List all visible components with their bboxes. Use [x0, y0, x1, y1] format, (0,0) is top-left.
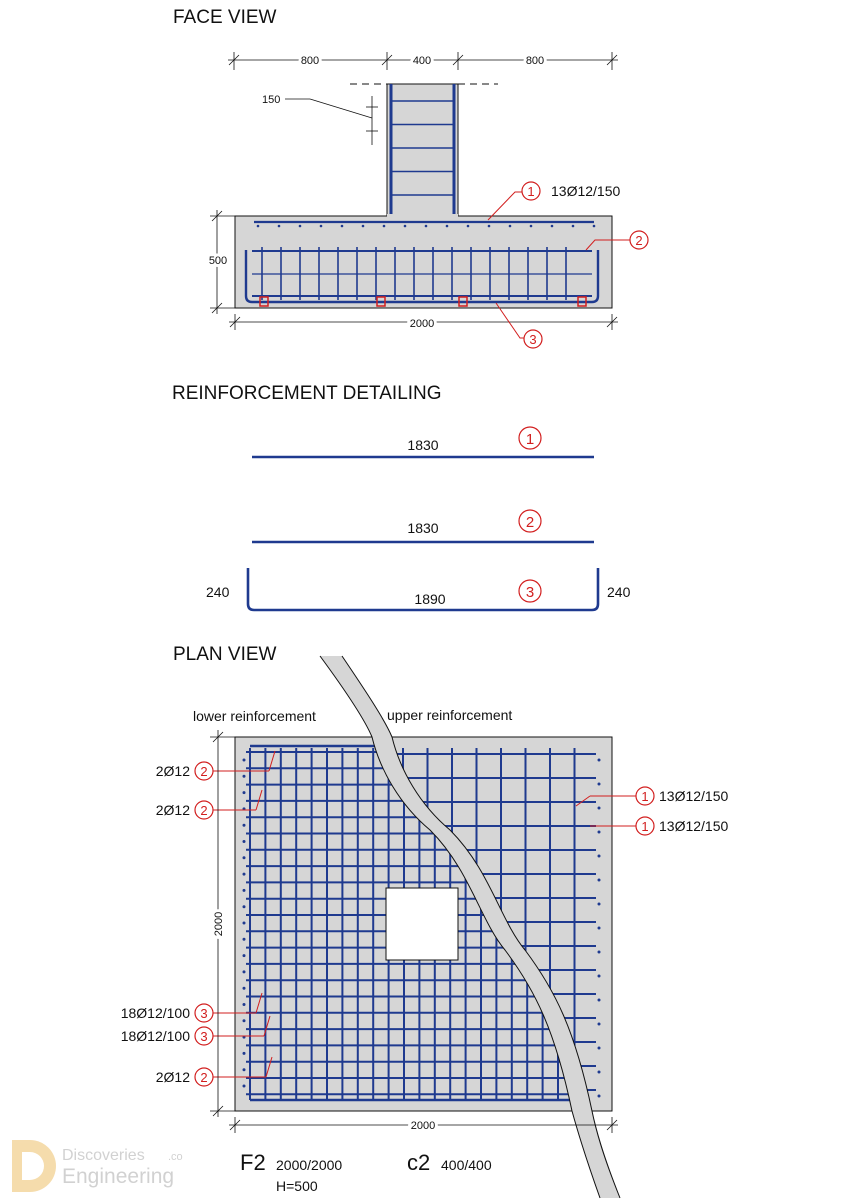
detail-marker-2-number: 2: [525, 514, 535, 531]
dim-150: 150: [262, 94, 281, 106]
lower-bar-dot: [243, 970, 246, 973]
plan-view: [121, 644, 729, 1198]
upper-bar-dot: [598, 1095, 601, 1098]
face-label-13012-150: 13Ø12/150: [551, 183, 621, 199]
lower-bar-dot: [243, 791, 246, 794]
column-opening: [386, 888, 458, 960]
watermark-line2: Engineering: [62, 1165, 175, 1188]
face-marker-3-number: 3: [529, 332, 537, 347]
left-callout-marker-number: 2: [200, 1070, 208, 1085]
lower-bar-dot: [243, 938, 246, 941]
detail-marker-1-number: 1: [525, 431, 535, 448]
face-marker-1-number: 1: [527, 184, 535, 199]
detail-bar-3-hook-right: 240: [607, 584, 631, 600]
top-bar-dot: [488, 225, 491, 228]
top-bar-dot: [425, 225, 428, 228]
lower-bar-dot: [243, 840, 246, 843]
upper-bar-dot: [598, 1023, 601, 1026]
footing-section: [235, 216, 612, 308]
lower-bar-dot: [243, 987, 246, 990]
top-bar-dot: [383, 225, 386, 228]
upper-bar-dot: [598, 807, 601, 810]
upper-bar-dot: [598, 999, 601, 1002]
lower-bar-dot: [243, 1003, 246, 1006]
column-section: [387, 84, 458, 216]
top-bar-dot: [446, 225, 449, 228]
left-callout-text: 2Ø12: [155, 763, 190, 779]
left-callout-marker-number: 3: [200, 1029, 208, 1044]
plan-dim-height: 2000: [213, 911, 225, 937]
top-bar-dot: [467, 225, 470, 228]
lower-bar-dot: [243, 775, 246, 778]
footer: [240, 1150, 492, 1194]
left-callout-marker-number: 2: [200, 803, 208, 818]
detail-bar-3-hook-left: 240: [206, 584, 230, 600]
top-bar-dot: [509, 225, 512, 228]
dim-500: 500: [208, 255, 228, 267]
column-size: 400/400: [441, 1157, 492, 1173]
left-callout-text: 2Ø12: [155, 1069, 190, 1085]
stirrup-spacing-dim: [285, 96, 378, 145]
lower-bar-dot: [243, 922, 246, 925]
footing-column-joint: [387, 214, 458, 218]
upper-bar-dot: [598, 831, 601, 834]
face-marker-1: [488, 182, 540, 220]
left-callout-text: 18Ø12/100: [120, 1005, 190, 1021]
upper-bar-dot: [598, 783, 601, 786]
detail-bar-1-length: 1830: [407, 437, 439, 453]
upper-bar-dot: [598, 1047, 601, 1050]
right-callout-marker-number: 1: [641, 789, 649, 804]
detail-bar-2-length: 1830: [407, 520, 439, 536]
watermark-logo: [12, 1140, 183, 1192]
dim-800-left: 800: [300, 55, 320, 67]
left-callout-text: 2Ø12: [155, 802, 190, 818]
lower-bar-dot: [243, 856, 246, 859]
dim-2000-face: 2000: [409, 318, 435, 330]
plan-view-title: PLAN VIEW: [173, 644, 277, 665]
column-id: c2: [407, 1150, 431, 1175]
right-callout-text: 13Ø12/150: [659, 818, 729, 834]
lower-reinforcement-label: lower reinforcement: [193, 708, 316, 724]
lower-bar-dot: [243, 905, 246, 908]
lower-bar-dot: [243, 824, 246, 827]
face-view: [173, 7, 648, 348]
lower-bar-dot: [243, 954, 246, 957]
face-view-title: FACE VIEW: [173, 7, 277, 28]
lower-bar-dot: [243, 759, 246, 762]
dim-800-right: 800: [525, 55, 545, 67]
upper-bar-dot: [598, 903, 601, 906]
lower-bar-dot: [243, 1085, 246, 1088]
right-callout-marker-number: 1: [641, 819, 649, 834]
top-bar-dot: [551, 225, 554, 228]
upper-bar-dot: [598, 1071, 601, 1074]
right-callout-text: 13Ø12/150: [659, 788, 729, 804]
upper-bar-dot: [598, 759, 601, 762]
upper-bar-dot: [598, 975, 601, 978]
left-callout-marker-number: 2: [200, 764, 208, 779]
face-marker-3: [496, 303, 542, 348]
top-bar-dot: [257, 225, 260, 228]
upper-bar-dot: [598, 855, 601, 858]
lower-bar-dot: [243, 1068, 246, 1071]
detail-bar-3-length: 1890: [414, 591, 446, 607]
top-bar-dot: [299, 225, 302, 228]
lower-bar-dot: [243, 873, 246, 876]
dim-400-column: 400: [412, 55, 432, 67]
plan-dim-width: 2000: [410, 1120, 436, 1132]
top-bar-dot: [320, 225, 323, 228]
left-callout-text: 18Ø12/100: [120, 1028, 190, 1044]
face-marker-2-number: 2: [635, 233, 643, 248]
lower-bar-dot: [243, 889, 246, 892]
left-callout-marker-number: 3: [200, 1006, 208, 1021]
top-bar-dot: [362, 225, 365, 228]
top-bar-dot: [572, 225, 575, 228]
top-bar-dot: [593, 225, 596, 228]
top-bar-dot: [278, 225, 281, 228]
upper-bar-dot: [598, 927, 601, 930]
watermark-line1: Discoveries: [62, 1147, 145, 1164]
upper-bar-dot: [598, 951, 601, 954]
watermark-suffix: .co: [168, 1151, 183, 1163]
detail-marker-3-number: 3: [525, 584, 535, 601]
detailing-title: REINFORCEMENT DETAILING: [172, 383, 442, 404]
upper-bar-dot: [598, 879, 601, 882]
top-bar-dot: [530, 225, 533, 228]
top-bar-dot: [341, 225, 344, 228]
footing-size: 2000/2000: [276, 1157, 343, 1173]
footing-height: H=500: [276, 1178, 318, 1194]
reinforcement-detailing: [172, 383, 631, 610]
lower-bar-dot: [243, 1019, 246, 1022]
lower-bar-dot: [243, 1052, 246, 1055]
top-bar-dot: [404, 225, 407, 228]
upper-reinforcement-label: upper reinforcement: [387, 707, 513, 723]
footing-id: F2: [240, 1150, 266, 1175]
